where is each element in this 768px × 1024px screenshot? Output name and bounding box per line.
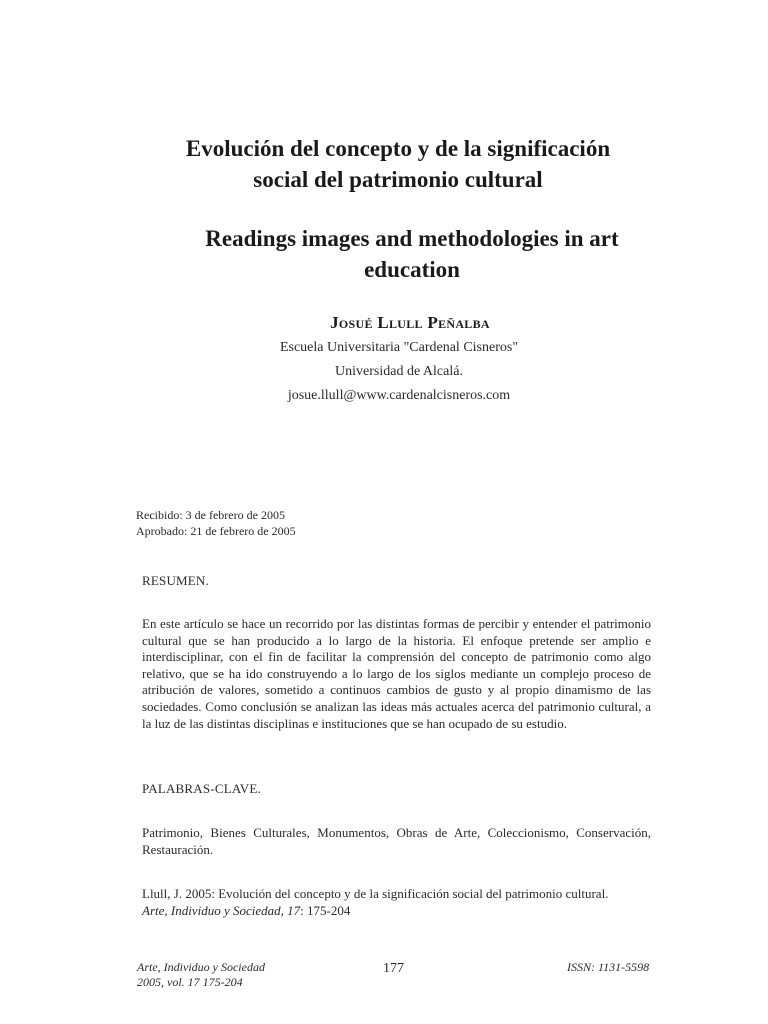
footer-volume: 2005, vol. 17 175-204: [137, 975, 243, 989]
keywords-heading: PALABRAS-CLAVE.: [142, 781, 261, 796]
footer-journal-info: [137, 960, 265, 990]
citation-source: [142, 902, 682, 919]
approved-date: Aprobado: 21 de febrero de 2005: [136, 524, 296, 538]
page-number: 177: [383, 961, 404, 976]
article-title-spanish: [14, 133, 768, 195]
affiliation-university: Universidad de Alcalá.: [335, 364, 463, 379]
abstract-body: En este artículo se hace un recorrido por las distintas formas de percibir y entender el patrimonio cultural que se han producido a lo largo de la historia. El enfoque pretende ser amplio e interdisciplinar, con el fin de facilitar la comprensión del concepto de patrimonio como algo relativo, que se ha ido construyendo a lo largo de los siglos mediante un complejo proceso de atribución de valores, sometido a continuos cambios de gusto y al propio dinamismo de las sociedades. Como conclusión se analizan las ideas más actuales acerca del patrimonio cultural, a la luz de las distintas disciplinas e instituciones que se han ocupado de su estudio.: [142, 616, 651, 731]
title-en-line-1: Readings images and methodologies in art: [205, 226, 619, 251]
received-date: Recibido: 3 de febrero de 2005: [136, 508, 285, 522]
affiliation-school: Escuela Universitaria "Cardenal Cisneros": [279, 340, 519, 355]
article-title-english: [28, 223, 768, 285]
submission-dates: [136, 507, 296, 539]
footer-issn: ISSN: 1131-5598: [567, 960, 650, 974]
citation-reference: Llull, J. 2005: Evolución del concepto y de la significación social del patrimonio cultural.: [142, 886, 609, 901]
author-email: josue.llull@www.cardenalcisneros.com: [287, 388, 511, 403]
title-es-line-1: Evolución del concepto y de la significación: [185, 136, 611, 161]
citation-journal: Arte, Individuo y Sociedad, 17: [142, 903, 301, 918]
citation-pages: : 175-204: [300, 903, 351, 918]
keywords-body: Patrimonio, Bienes Culturales, Monumentos, Obras de Arte, Coleccionismo, Conservación, Restauración.: [142, 825, 651, 857]
abstract-heading: RESUMEN.: [142, 573, 209, 588]
footer-journal-name: Arte, Individuo y Sociedad: [137, 960, 265, 974]
title-es-line-2: social del patrimonio cultural: [253, 167, 543, 192]
citation: [142, 885, 682, 919]
title-en-line-2: education: [364, 257, 460, 282]
author-name: Josué Llull Peñalba: [330, 313, 490, 332]
